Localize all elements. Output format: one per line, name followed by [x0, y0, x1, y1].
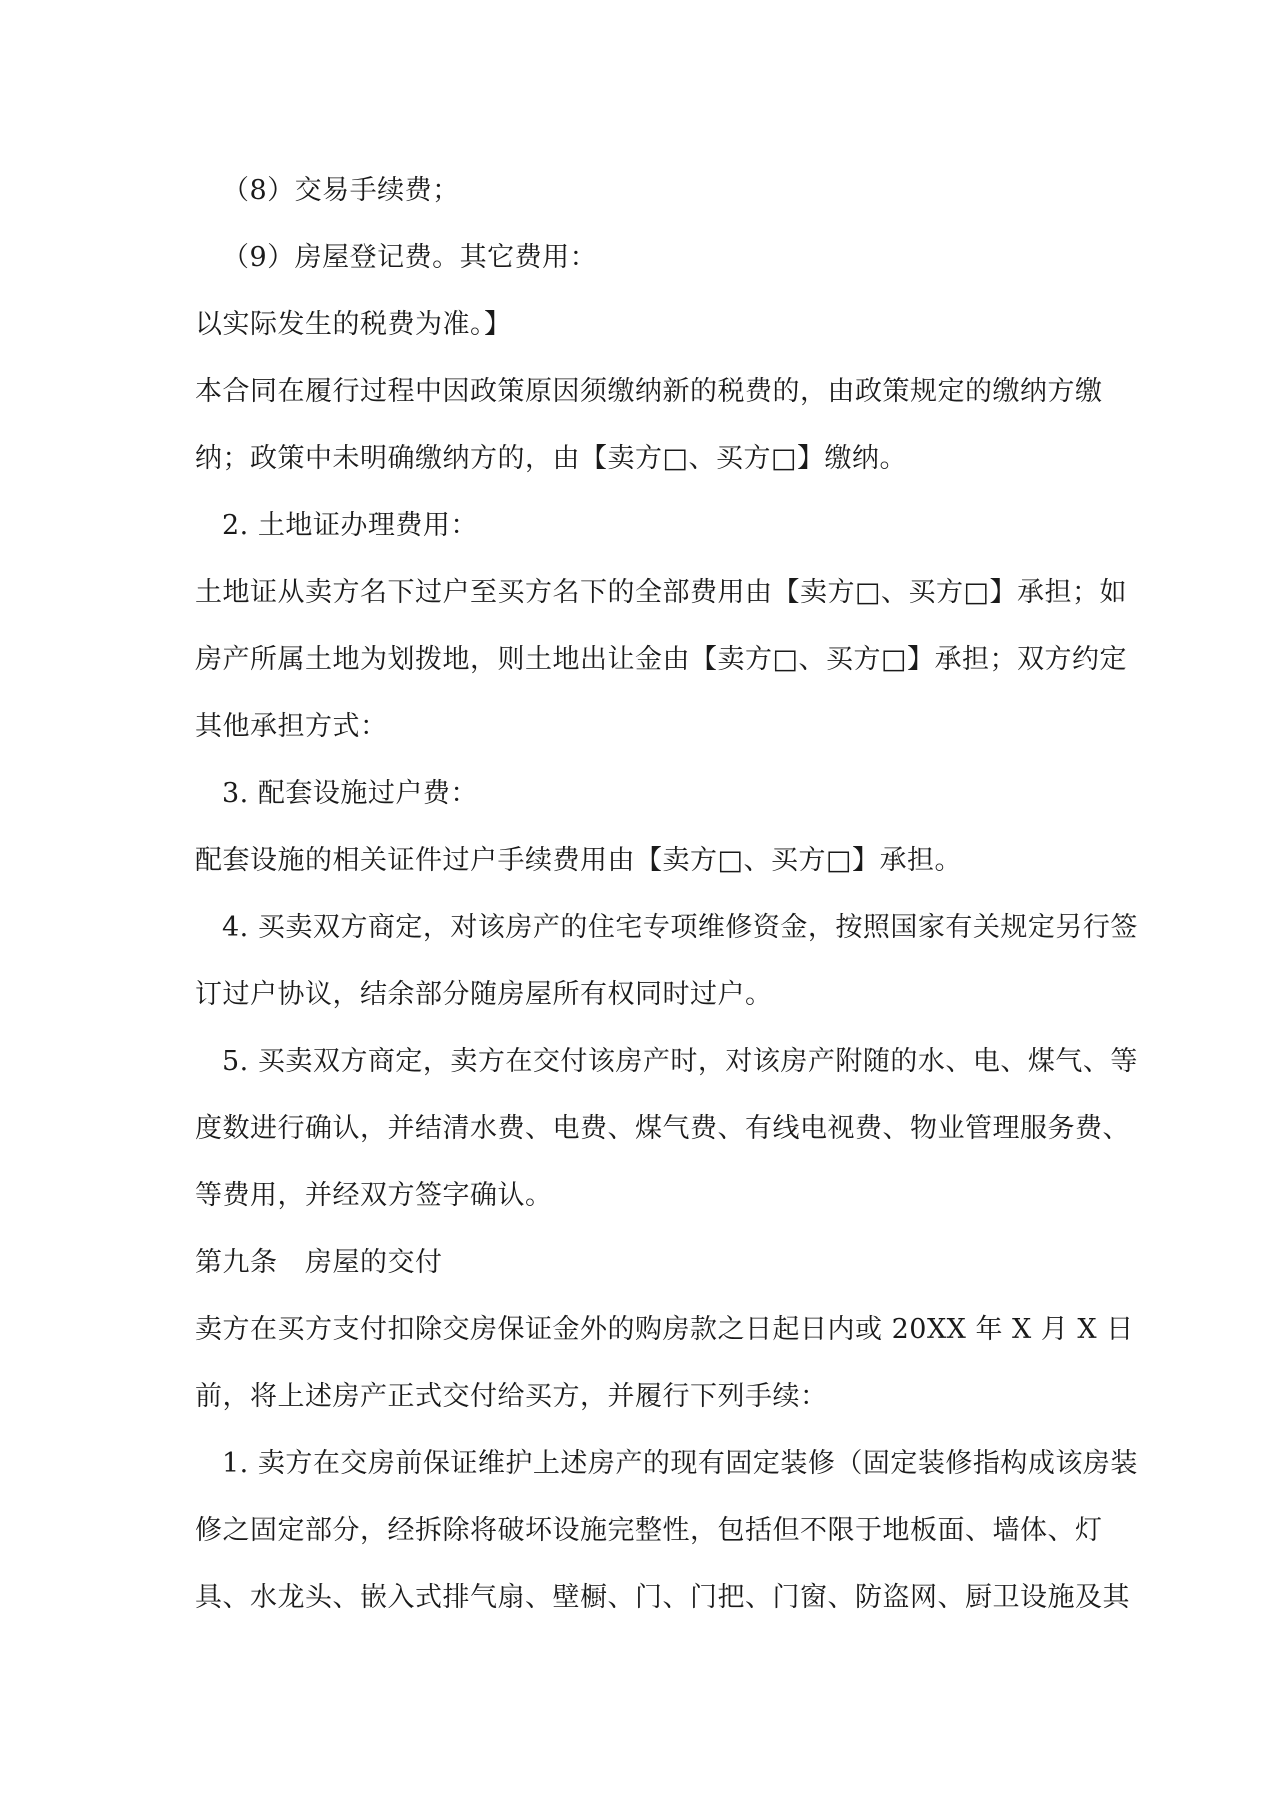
text-line: 房产所属土地为划拨地，则土地出让金由【卖方□、买方□】承担；双方约定: [195, 644, 1128, 675]
text-line: 具、水龙头、嵌入式排气扇、壁橱、门、门把、门窗、防盗网、厨卫设施及其: [195, 1582, 1130, 1613]
text-line: 配套设施的相关证件过户手续费用由【卖方□、买方□】承担。: [195, 845, 963, 876]
text-line-fee-8: （8）交易手续费；: [222, 175, 460, 206]
text-line: 订过户协议，结余部分随房屋所有权同时过户。: [195, 979, 773, 1010]
text-line: 度数进行确认，并结清水费、电费、煤气费、有线电视费、物业管理服务费、: [195, 1113, 1130, 1144]
text-line: 其他承担方式：: [195, 711, 388, 742]
text-line: 修之固定部分，经拆除将破坏设施完整性，包括但不限于地板面、墙体、灯: [195, 1515, 1103, 1546]
text-line: 前，将上述房产正式交付给买方，并履行下列手续：: [195, 1381, 828, 1412]
text-line: 本合同在履行过程中因政策原因须缴纳新的税费的，由政策规定的缴纳方缴: [195, 376, 1103, 407]
text-line-item-5: 5. 买卖双方商定，卖方在交付该房产时，对该房产附随的水、电、煤气、等: [222, 1046, 1138, 1077]
text-line-fee-9: （9）房屋登记费。其它费用：: [222, 242, 598, 273]
section-heading-land-certificate: 2. 土地证办理费用：: [222, 510, 478, 541]
text-line: 土地证从卖方名下过户至买方名下的全部费用由【卖方□、买方□】承担；如: [195, 577, 1128, 608]
text-line: 以实际发生的税费为准。】: [195, 309, 512, 340]
section-heading-facilities: 3. 配套设施过户费：: [222, 778, 478, 809]
text-line-item-4: 4. 买卖双方商定，对该房产的住宅专项维修资金，按照国家有关规定另行签: [222, 912, 1138, 943]
article-heading-delivery: 第九条 房屋的交付: [195, 1247, 443, 1278]
text-line: 纳；政策中未明确缴纳方的，由【卖方□、买方□】缴纳。: [195, 443, 908, 474]
text-line: 卖方在买方支付扣除交房保证金外的购房款之日起日内或 20XX 年 X 月 X 日: [195, 1314, 1134, 1345]
text-line: 等费用，并经双方签字确认。: [195, 1180, 553, 1211]
text-line-item-1: 1. 卖方在交房前保证维护上述房产的现有固定装修（固定装修指构成该房装: [222, 1448, 1138, 1479]
